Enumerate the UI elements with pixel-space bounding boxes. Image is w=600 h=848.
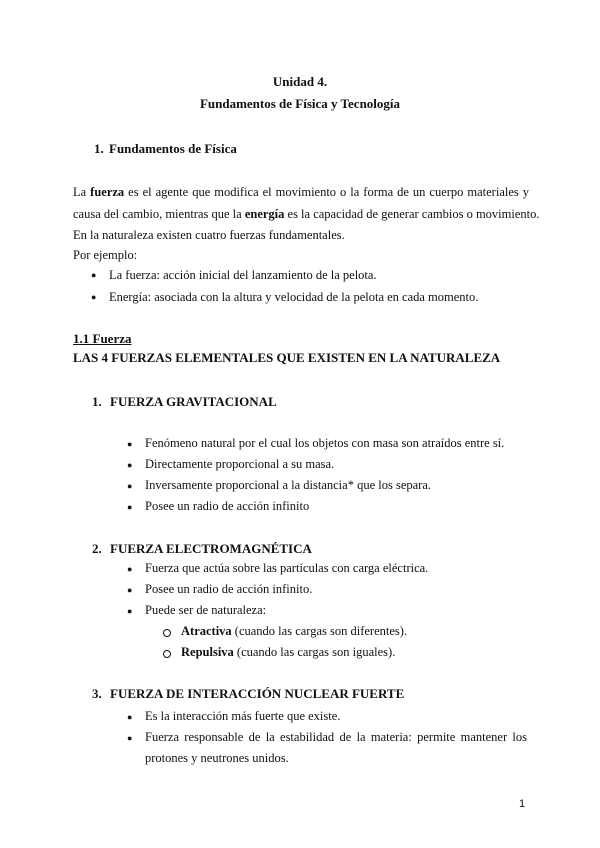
bullet-icon: ● bbox=[127, 733, 133, 743]
circle-bullet-icon bbox=[163, 650, 171, 658]
bullet-icon: ● bbox=[127, 606, 133, 616]
list-item: Fuerza que actúa sobre las partículas con carga eléctrica. bbox=[145, 561, 429, 575]
list-item: Inversamente proporcional a la distancia* que los separa. bbox=[145, 478, 431, 492]
list-item: Directamente proporcional a su masa. bbox=[145, 457, 335, 471]
bullet-icon: ● bbox=[127, 712, 133, 722]
page-number: 1 bbox=[519, 798, 526, 810]
list-item: Posee un radio de acción infinito. bbox=[145, 582, 313, 596]
section-number: 1. bbox=[94, 141, 104, 156]
document-title: Fundamentos de Física y Tecnología bbox=[199, 96, 401, 111]
bullet-icon: ● bbox=[127, 460, 133, 470]
list-item: Energía: asociada con la altura y velocidad de la pelota en cada momento. bbox=[109, 290, 479, 304]
term-energia: energía bbox=[244, 207, 285, 221]
list-item: Puede ser de naturaleza: bbox=[145, 603, 267, 617]
intro-text: La bbox=[73, 185, 91, 199]
intro-text: es el agente que modifica el movimiento o la forma de un cuerpo materiales y bbox=[124, 185, 529, 199]
intro-text: es la capacidad de generar cambios o movimiento. bbox=[284, 207, 540, 221]
list-item-continuation: protones y neutrones unidos. bbox=[145, 751, 289, 765]
force-title: FUERZA DE INTERACCIÓN NUCLEAR FUERTE bbox=[110, 686, 405, 701]
bullet-icon: ● bbox=[91, 292, 97, 302]
force-title: FUERZA GRAVITACIONAL bbox=[110, 394, 277, 409]
force-number: 3. bbox=[92, 686, 102, 701]
force-number: 1. bbox=[92, 394, 102, 409]
list-item: Es la interacción más fuerte que existe. bbox=[145, 709, 341, 723]
bullet-icon: ● bbox=[127, 439, 133, 449]
subsection-caption: LAS 4 FUERZAS ELEMENTALES QUE EXISTEN EN LA NATURALEZA bbox=[73, 350, 501, 365]
intro-line-1 bbox=[73, 185, 529, 200]
intro-text: causa del cambio, mientras que la bbox=[73, 207, 245, 221]
sub-item-text: (cuando las cargas son iguales). bbox=[233, 645, 396, 659]
intro-line-3: En la naturaleza existen cuatro fuerzas fundamentales. bbox=[73, 228, 345, 242]
force-number: 2. bbox=[92, 541, 102, 556]
subsection-heading: 1.1 Fuerza bbox=[73, 331, 132, 346]
unit-label: Unidad 4. bbox=[272, 74, 328, 89]
bullet-icon: ● bbox=[127, 502, 133, 512]
force-title: FUERZA ELECTROMAGNÉTICA bbox=[110, 541, 312, 556]
sub-item-term: Atractiva bbox=[181, 624, 232, 638]
circle-bullet-icon bbox=[163, 629, 171, 637]
intro-line-2 bbox=[73, 207, 540, 222]
sub-item-term: Repulsiva bbox=[181, 645, 234, 659]
sub-list-item bbox=[181, 624, 407, 639]
sub-item-text: (cuando las cargas son diferentes). bbox=[231, 624, 408, 638]
list-item: Posee un radio de acción infinito bbox=[145, 499, 310, 513]
list-item: La fuerza: acción inicial del lanzamiento de la pelota. bbox=[109, 268, 377, 282]
term-fuerza: fuerza bbox=[90, 185, 125, 199]
bullet-icon: ● bbox=[127, 585, 133, 595]
list-item: Fuerza responsable de la estabilidad de la materia: permite mantener los bbox=[145, 730, 527, 744]
bullet-icon: ● bbox=[91, 270, 97, 280]
intro-line-4: Por ejemplo: bbox=[73, 248, 138, 262]
section-heading: Fundamentos de Física bbox=[109, 141, 237, 156]
sub-list-item bbox=[181, 645, 395, 660]
list-item: Fenómeno natural por el cual los objetos con masa son atraídos entre sí. bbox=[145, 436, 505, 450]
bullet-icon: ● bbox=[127, 564, 133, 574]
bullet-icon: ● bbox=[127, 481, 133, 491]
